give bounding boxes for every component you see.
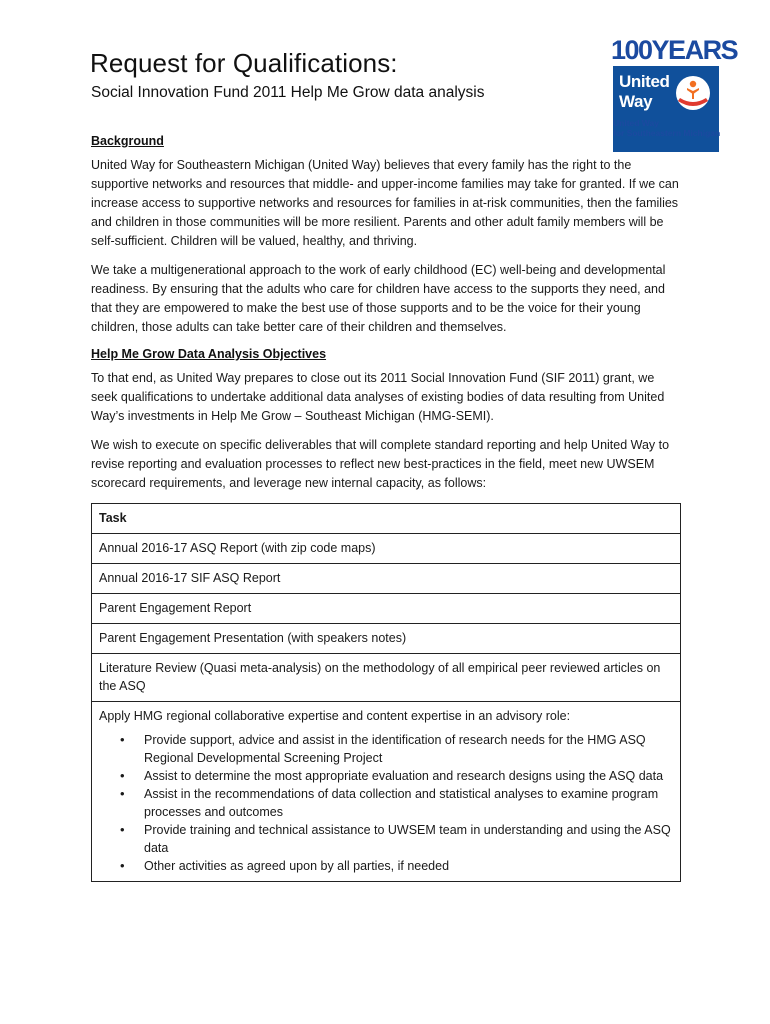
table-cell: Parent Engagement Presentation (with speakers notes)	[92, 624, 681, 654]
united-way-logo	[611, 35, 738, 144]
list-item: • Provide support, advice and assist in the identification of research needs for the HMG ASQ Regional Developmental Screening Project	[144, 731, 673, 767]
table-row	[92, 564, 681, 594]
list-item: • Assist in the recommendations of data collection and statistical analyses to examine program processes and outcomes	[144, 785, 673, 821]
objectives-paragraph-2: We wish to execute on specific deliverables that will complete standard reporting and help United Way to revise reporting and evaluation processes to reflect new best-practices in the field, meet new UWSEM scorecard requirements, and leverage new internal capacity, as follows:	[91, 438, 670, 490]
table-row	[92, 624, 681, 654]
list-item: • Assist to determine the most appropriate evaluation and research designs using the ASQ data	[144, 767, 673, 785]
table-cell: Literature Review (Quasi meta-analysis) on the methodology of all empirical peer reviewed articles on the ASQ	[92, 654, 681, 702]
table-header-cell: Task	[92, 504, 681, 534]
task-table	[91, 503, 681, 882]
table-cell: Parent Engagement Report	[92, 594, 681, 624]
objectives-heading: Help Me Grow Data Analysis Objectives	[91, 347, 327, 361]
advisory-role-cell	[92, 702, 681, 882]
page-title: Request for Qualifications:	[90, 48, 398, 78]
helping-hand-icon	[673, 74, 713, 112]
background-heading: Background	[91, 134, 164, 148]
advisory-intro: Apply HMG regional collaborative expertise and content expertise in an advisory role:	[99, 709, 571, 723]
logo-mark-line2: Way	[619, 92, 653, 111]
table-cell: Annual 2016-17 SIF ASQ Report	[92, 564, 681, 594]
background-paragraph-2: We take a multigenerational approach to the work of early childhood (EC) well-being and developmental readiness. By ensuring that the adults who care for children have access to the supports they need, and that they are empowered to make the best use of those supports and to be the voice for their young children, those adults can take better care of their children and themselves.	[91, 263, 666, 334]
table-row	[92, 702, 681, 882]
list-item: • Provide training and technical assistance to UWSEM team in understanding and using the ASQ data	[144, 821, 673, 857]
logo-years-text: 100YEARS	[611, 35, 738, 65]
logo-mark-text	[619, 72, 669, 112]
logo-caption-line1: United Way	[613, 118, 659, 128]
list-item: • Other activities as agreed upon by all parties, if needed	[144, 857, 673, 875]
page-subtitle: Social Innovation Fund 2011 Help Me Grow data analysis	[91, 84, 485, 101]
table-row	[92, 534, 681, 564]
table-header-row	[92, 504, 681, 534]
logo-caption-line2: for Southeastern Michigan	[613, 128, 721, 138]
table-row	[92, 654, 681, 702]
objectives-paragraph-1: To that end, as United Way prepares to close out its 2011 Social Innovation Fund (SIF 2011) grant, we seek qualifications to undertake additional data analyses of existing bodies of data resulting from United Way’s investments in Help Me Grow – Southeast Michigan (HMG-SEMI).	[91, 371, 665, 423]
document-body	[91, 132, 683, 882]
background-paragraph-1: United Way for Southeastern Michigan (United Way) believes that every family has the right to the supportive networks and resources that middle- and upper-income families may take for granted. If we can increase access to supportive networks and resources for families in at-risk communities, then the families and children in those communities will be more resilient. Parents and other adult family members will be self-sufficient. Children will be valued, healthy, and thriving.	[91, 158, 679, 248]
table-row	[92, 594, 681, 624]
logo-mark-line1: United	[619, 72, 670, 91]
table-cell: Annual 2016-17 ASQ Report (with zip code maps)	[92, 534, 681, 564]
advisory-bullet-list	[99, 731, 673, 875]
